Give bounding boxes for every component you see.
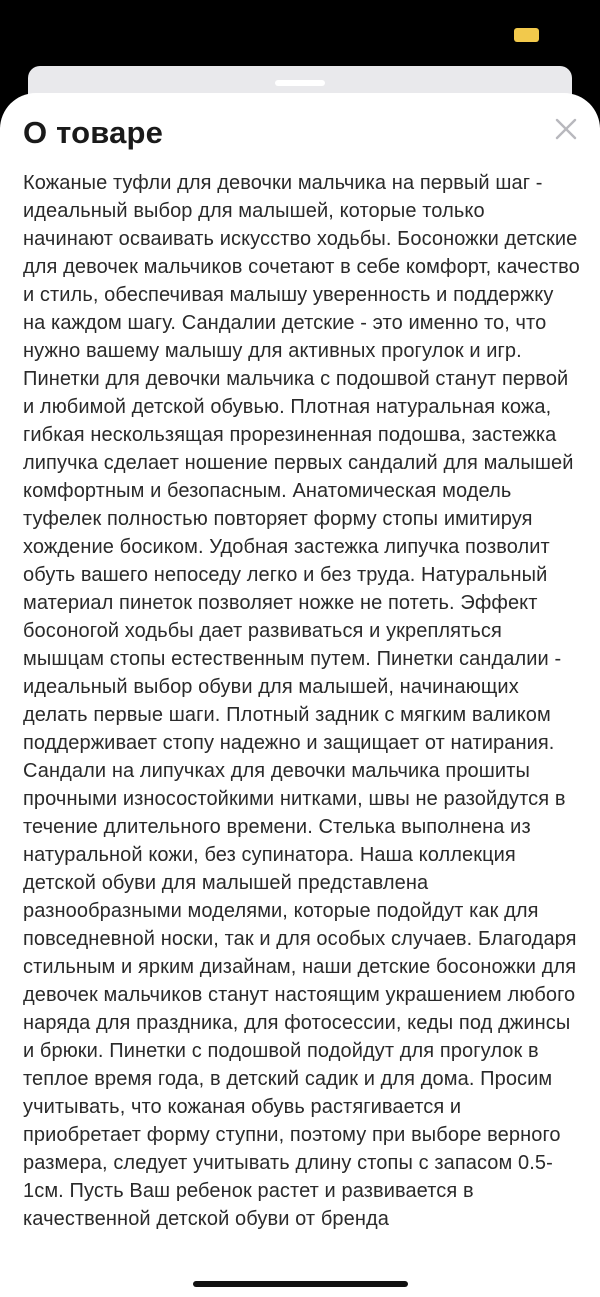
status-bar <box>0 0 600 66</box>
home-indicator[interactable] <box>193 1281 408 1287</box>
close-button[interactable] <box>548 111 584 147</box>
close-icon <box>555 118 577 140</box>
product-description-sheet <box>0 93 600 1297</box>
sheet-title: О товаре <box>23 115 164 150</box>
product-description-text: Кожаные туфли для девочки мальчика на первый шаг - идеальный выбор для малышей, которые только начинают осваивать искусство ходьбы. Босоножки детские для девочек мальчиков сочетают в себе комфорт, качество и стиль, обеспечивая малышу уверенность и поддержку на каждом шагу. Сандалии детские - это именно то, что нужно вашему малышу для активных прогулок и игр. Пинетки для девочки мальчика с подошвой станут первой и любимой детской обувью. Плотная натуральная кожа, гибкая нескользящая прорезиненная подошва, застежка липучка сделает ношение первых сандалий для малышей комфортным и безопасным. Анатомическая модель туфелек полностью повторяет форму стопы имитируя хождение босиком. Удобная застежка липучка позволит обуть вашего непоседу легко и без труда. Натуральный материал пинеток позволяет ножке не потеть. Эффект босоногой ходьбы дает развиваться и укрепляться мышцам стопы естественным путем. Пинетки сандалии - идеальный выбор обуви для малышей, начинающих делать первые шаги. Плотный задник с мягким валиком поддерживает стопу надежно и защищает от натирания. Сандали на липучках для девочки мальчика прошиты прочными износостойкими нитками, швы не разойдутся в течение длительного времени. Стелька выполнена из натуральной кожи, без супинатора. Наша коллекция детской обуви для малышей представлена разнообразными моделями, которые подойдут как для повседневной носки, так и для особых случаев. Благодаря стильным и ярким дизайнам, наши детские босоножки для девочек мальчиков станут настоящим украшением любого наряда для праздника, для фотосессии, кеды под джинсы и брюки. Пинетки с подошвой подойдут для прогулок в теплое время года, в детский садик и для дома. Просим учитывать, что кожаная обувь растягивается и приобретает форму ступни, поэтому при выборе верного размера, следует учитывать длину стопы с запасом 0.5-1см. Пусть Ваш ребенок растет и развивается в качественной детской обуви от бренда <box>23 172 580 1230</box>
battery-icon <box>514 28 539 42</box>
sheet-grabber[interactable] <box>275 80 325 86</box>
